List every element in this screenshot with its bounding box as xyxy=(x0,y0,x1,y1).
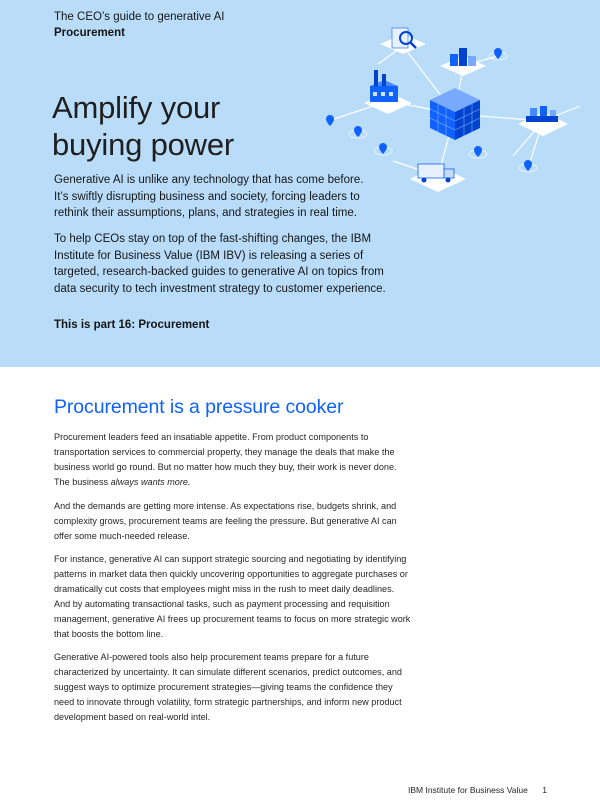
page-title xyxy=(52,89,234,163)
title-line-1: Amplify your xyxy=(52,90,221,125)
part-label: This is part 16: Procurement xyxy=(54,319,210,331)
emphasis-text: always wants more. xyxy=(110,477,191,487)
section-name: Procurement xyxy=(54,27,125,39)
title-line-2: buying power xyxy=(52,127,234,162)
delivery-truck-icon xyxy=(410,164,466,192)
body-paragraph-4: Generative AI-powered tools also help procurement teams prepare for a future characterized by uncertainty. It can simulate different scenarios, predict outcomes, and suggest ways to optimize procurement strategies—giving teams the confidence they need to innovate through volatility, form strategic partnerships, and inform new product development based on real-world intel. xyxy=(54,652,402,722)
page-number: 1 xyxy=(542,785,547,795)
paragraph-text: Procurement leaders feed an insatiable appetite. From product components to transportation services to commercial property, they manage the deals that make the business world go round. But no matter how much they buy, their work is never done. The business xyxy=(54,432,397,487)
intro-paragraph: Generative AI is unlike any technology that has come before. It’s swiftly disrupting business and society, forcing leaders to rethink their assumptions, plans, and strategies in real time. xyxy=(54,174,364,219)
series-title: The CEO’s guide to generative AI xyxy=(54,11,225,23)
section-heading: Procurement is a pressure cooker xyxy=(54,396,344,418)
body-paragraph-2: And the demands are getting more intense. As expectations rise, budgets shrink, and complexity grows, procurement teams are feeling the pressure. But generative AI can offer some much-needed release. xyxy=(54,501,397,541)
factory-icon xyxy=(364,70,412,114)
hero-banner xyxy=(0,0,600,367)
footer-org: IBM Institute for Business Value xyxy=(408,785,528,795)
conveyor-icon xyxy=(518,106,568,136)
ai-cube-icon xyxy=(430,88,480,140)
body-paragraph-1 xyxy=(54,430,412,490)
procurement-network-illustration xyxy=(318,26,588,212)
document-magnifier-icon xyxy=(380,28,426,54)
intro-paragraph-2: To help CEOs stay on top of the fast-shifting changes, the IBM Institute for Business Value (IBM IBV) is releasing a series of targeted, research-backed guides to generative AI on topics from data security to tech investment strategy to customer experience. xyxy=(54,233,386,295)
guide-kicker xyxy=(54,9,224,41)
body-paragraph-3: For instance, generative AI can support strategic sourcing and negotiating by identifying patterns in market data then quickly uncovering opportunities to aggregate purchases or dramatically cut costs that employees might miss in the rush to meet daily deadlines. And by automating transactional tasks, such as payment processing and requisition management, generative AI frees up procurement teams to focus on more strategic work that boosts the bottom line. xyxy=(54,554,411,639)
page-footer xyxy=(408,785,547,795)
